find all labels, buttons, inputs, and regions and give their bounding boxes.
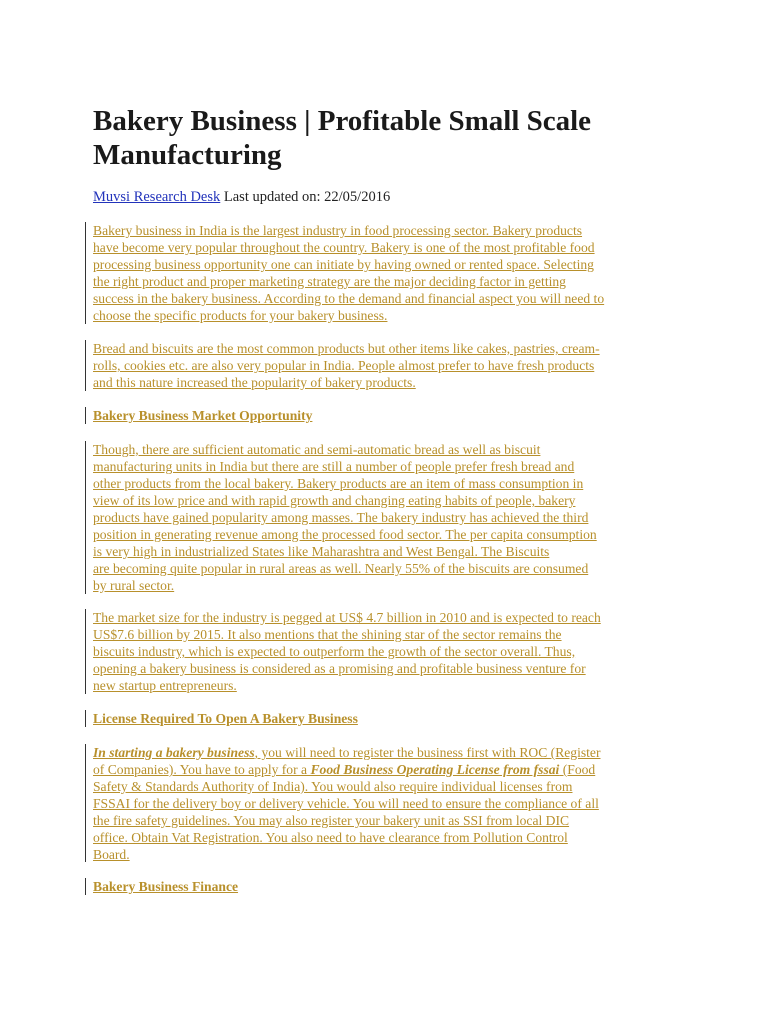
text-line: have become very popular throughout the country. Bakery is one of the most profitable food [93, 240, 595, 255]
text-line: Bread and biscuits are the most common products but other items like cakes, pastries, cream- [93, 341, 600, 356]
text-line: success in the bakery business. According to the demand and financial aspect you will need to [93, 291, 605, 306]
text-line: Board. [93, 847, 130, 862]
block-bar [85, 441, 86, 594]
text-line: The market size for the industry is pegged at US$ 4.7 billion in 2010 and is expected to reach [93, 610, 601, 625]
text-line: the fire safety guidelines. You may also register your bakery unit as SSI from local DIC [93, 813, 570, 828]
block-bar [85, 340, 86, 391]
paragraph-market-size [93, 609, 683, 694]
text-line: and this nature increased the popularity of bakery products. [93, 375, 416, 390]
page-title: Bakery Business | Profitable Small Scale Manufacturing [93, 105, 592, 171]
text-line: opening a bakery business is considered as a promising and profitable business venture for [93, 661, 586, 676]
block-bar [85, 222, 86, 324]
block-bar [85, 710, 86, 727]
text-line: by rural sector. [93, 578, 175, 593]
text-line: Safety & Standards Authority of India). You would also require individual licenses from [93, 779, 573, 794]
byline [93, 188, 390, 206]
text-line: biscuits industry, which is expected to outperform the growth of the sector overall. Thus, [93, 644, 576, 659]
paragraph-products [93, 340, 683, 391]
text-line: rolls, cookies etc. are also very popular in India. People almost prefer to have fresh products [93, 358, 595, 373]
text-line: choose the specific products for your bakery business. [93, 308, 388, 323]
text-line: view of its low price and with rapid growth and changing eating habits of people, bakery [93, 493, 576, 508]
block-bar [85, 407, 86, 424]
block-bar [85, 609, 86, 694]
paragraph-license [93, 744, 683, 863]
block-bar [85, 744, 86, 862]
text-line: processing business opportunity one can initiate by having owned or rented space. Selecting [93, 257, 594, 272]
paragraph-market [93, 441, 683, 594]
text-line: new startup entrepreneurs. [93, 678, 237, 693]
text-line: FSSAI for the delivery boy or delivery vehicle. You will need to ensure the compliance of all [93, 796, 599, 811]
text-line: other products from the local bakery. Bakery products are an item of mass consumption in [93, 476, 584, 491]
last-updated: Last updated on: 22/05/2016 [220, 189, 391, 205]
block-bar [85, 878, 86, 895]
section-heading-market: Bakery Business Market Opportunity [93, 408, 313, 423]
text-line: the right product and proper marketing strategy are the major deciding factor in getting [93, 274, 566, 289]
text-line: In starting a bakery business, you will need to register the business first with ROC (Register [93, 745, 601, 760]
section-heading-license: License Required To Open A Bakery Business [93, 711, 358, 726]
text-line: US$7.6 billion by 2015. It also mentions that the shining star of the sector remains the [93, 627, 562, 642]
emphasis-text: Food Business Operating License from fssai [310, 762, 560, 777]
text-line: of Companies). You have to apply for a Food Business Operating License from fssai (Food [93, 762, 596, 777]
paragraph-intro [93, 222, 683, 324]
text-line: is very high in industrialized States like Maharashtra and West Bengal. The Biscuits [93, 544, 550, 559]
author-link[interactable]: Muvsi Research Desk [93, 189, 221, 205]
text-line: products have gained popularity among masses. The bakery industry has achieved the third [93, 510, 589, 525]
section-heading-finance: Bakery Business Finance [93, 879, 239, 894]
text-line: office. Obtain Vat Registration. You also need to have clearance from Pollution Control [93, 830, 568, 845]
text-line: position in generating revenue among the processed food sector. The per capita consumption [93, 527, 597, 542]
text-line: manufacturing units in India but there are still a number of people prefer fresh bread and [93, 459, 575, 474]
text-line: Though, there are sufficient automatic and semi-automatic bread as well as biscuit [93, 442, 541, 457]
text-line: are becoming quite popular in rural areas as well. Nearly 55% of the biscuits are consumed [93, 561, 589, 576]
text-line: Bakery business in India is the largest industry in food processing sector. Bakery products [93, 223, 583, 238]
emphasis-text: In starting a bakery business [93, 745, 255, 760]
